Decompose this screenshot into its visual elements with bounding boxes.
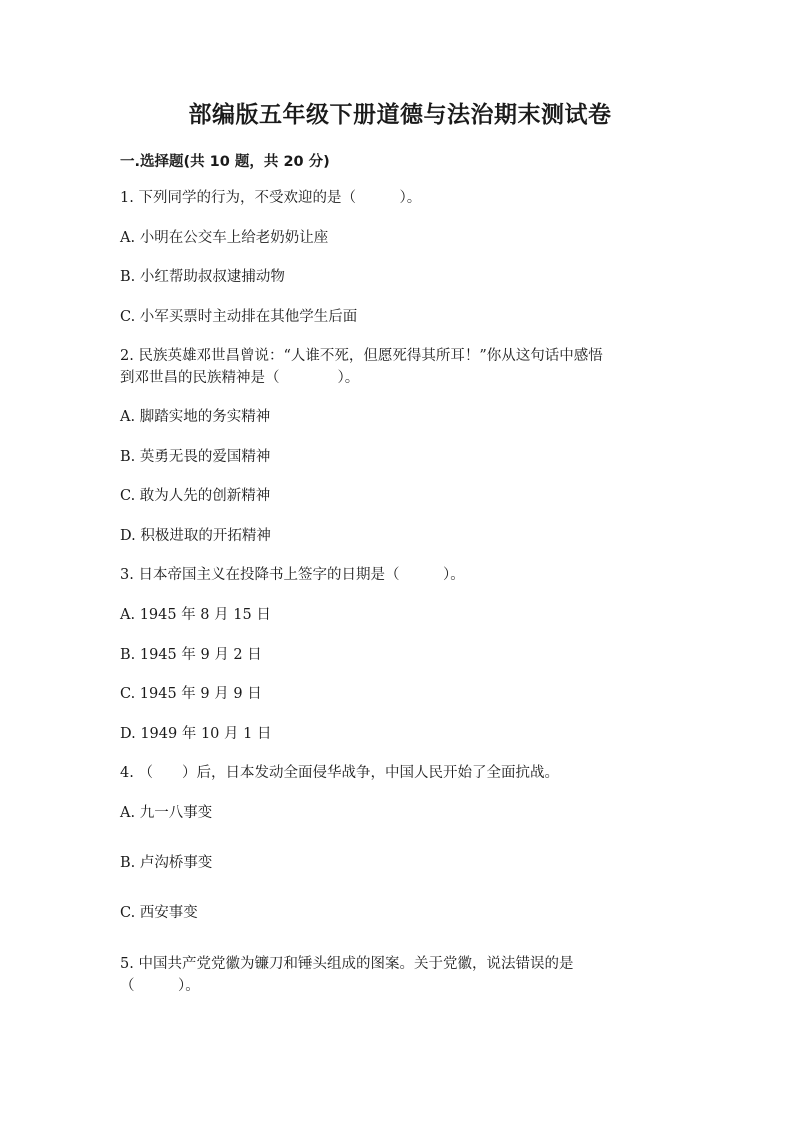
question-5-stem-line-2: （ ）。	[120, 978, 200, 994]
question-4-option-c: C. 西安事变	[120, 905, 198, 921]
question-3-option-c: C. 1945 年 9 月 9 日	[120, 686, 262, 702]
question-1-stem: 1. 下列同学的行为，不受欢迎的是（ ）。	[120, 190, 422, 206]
question-2-option-d: D. 积极进取的开拓精神	[120, 528, 271, 544]
question-2-option-a: A. 脚踏实地的务实精神	[120, 409, 271, 425]
question-4-option-b: B. 卢沟桥事变	[120, 855, 213, 871]
question-2-option-b: B. 英勇无畏的爱国精神	[120, 449, 271, 465]
section-heading: 一.选择题(共 10 题，共 20 分)	[120, 154, 330, 170]
question-5-stem-line-1: 5. 中国共产党党徽为镰刀和锤头组成的图案。关于党徽，说法错误的是	[120, 956, 574, 972]
question-2-stem-line-2: 到邓世昌的民族精神是（ ）。	[120, 370, 360, 386]
question-1-option-a: A. 小明在公交车上给老奶奶让座	[120, 230, 329, 246]
question-1-option-b: B. 小红帮助叔叔逮捕动物	[120, 269, 285, 285]
question-3-option-a: A. 1945 年 8 月 15 日	[120, 607, 271, 623]
question-1-option-c: C. 小军买票时主动排在其他学生后面	[120, 309, 358, 325]
question-3-stem: 3. 日本帝国主义在投降书上签字的日期是（ ）。	[120, 567, 465, 583]
question-4-option-a: A. 九一八事变	[120, 805, 213, 821]
question-2-stem-line-1: 2. 民族英雄邓世昌曾说：“人谁不死，但愿死得其所耳！”你从这句话中感悟	[120, 348, 603, 364]
page-title: 部编版五年级下册道德与法治期末测试卷	[188, 102, 612, 128]
question-4-stem: 4. （ ）后，日本发动全面侵华战争，中国人民开始了全面抗战。	[120, 765, 559, 781]
question-2-option-c: C. 敢为人先的创新精神	[120, 488, 271, 504]
question-3-option-d: D. 1949 年 10 月 1 日	[120, 726, 272, 742]
question-3-option-b: B. 1945 年 9 月 2 日	[120, 647, 262, 663]
